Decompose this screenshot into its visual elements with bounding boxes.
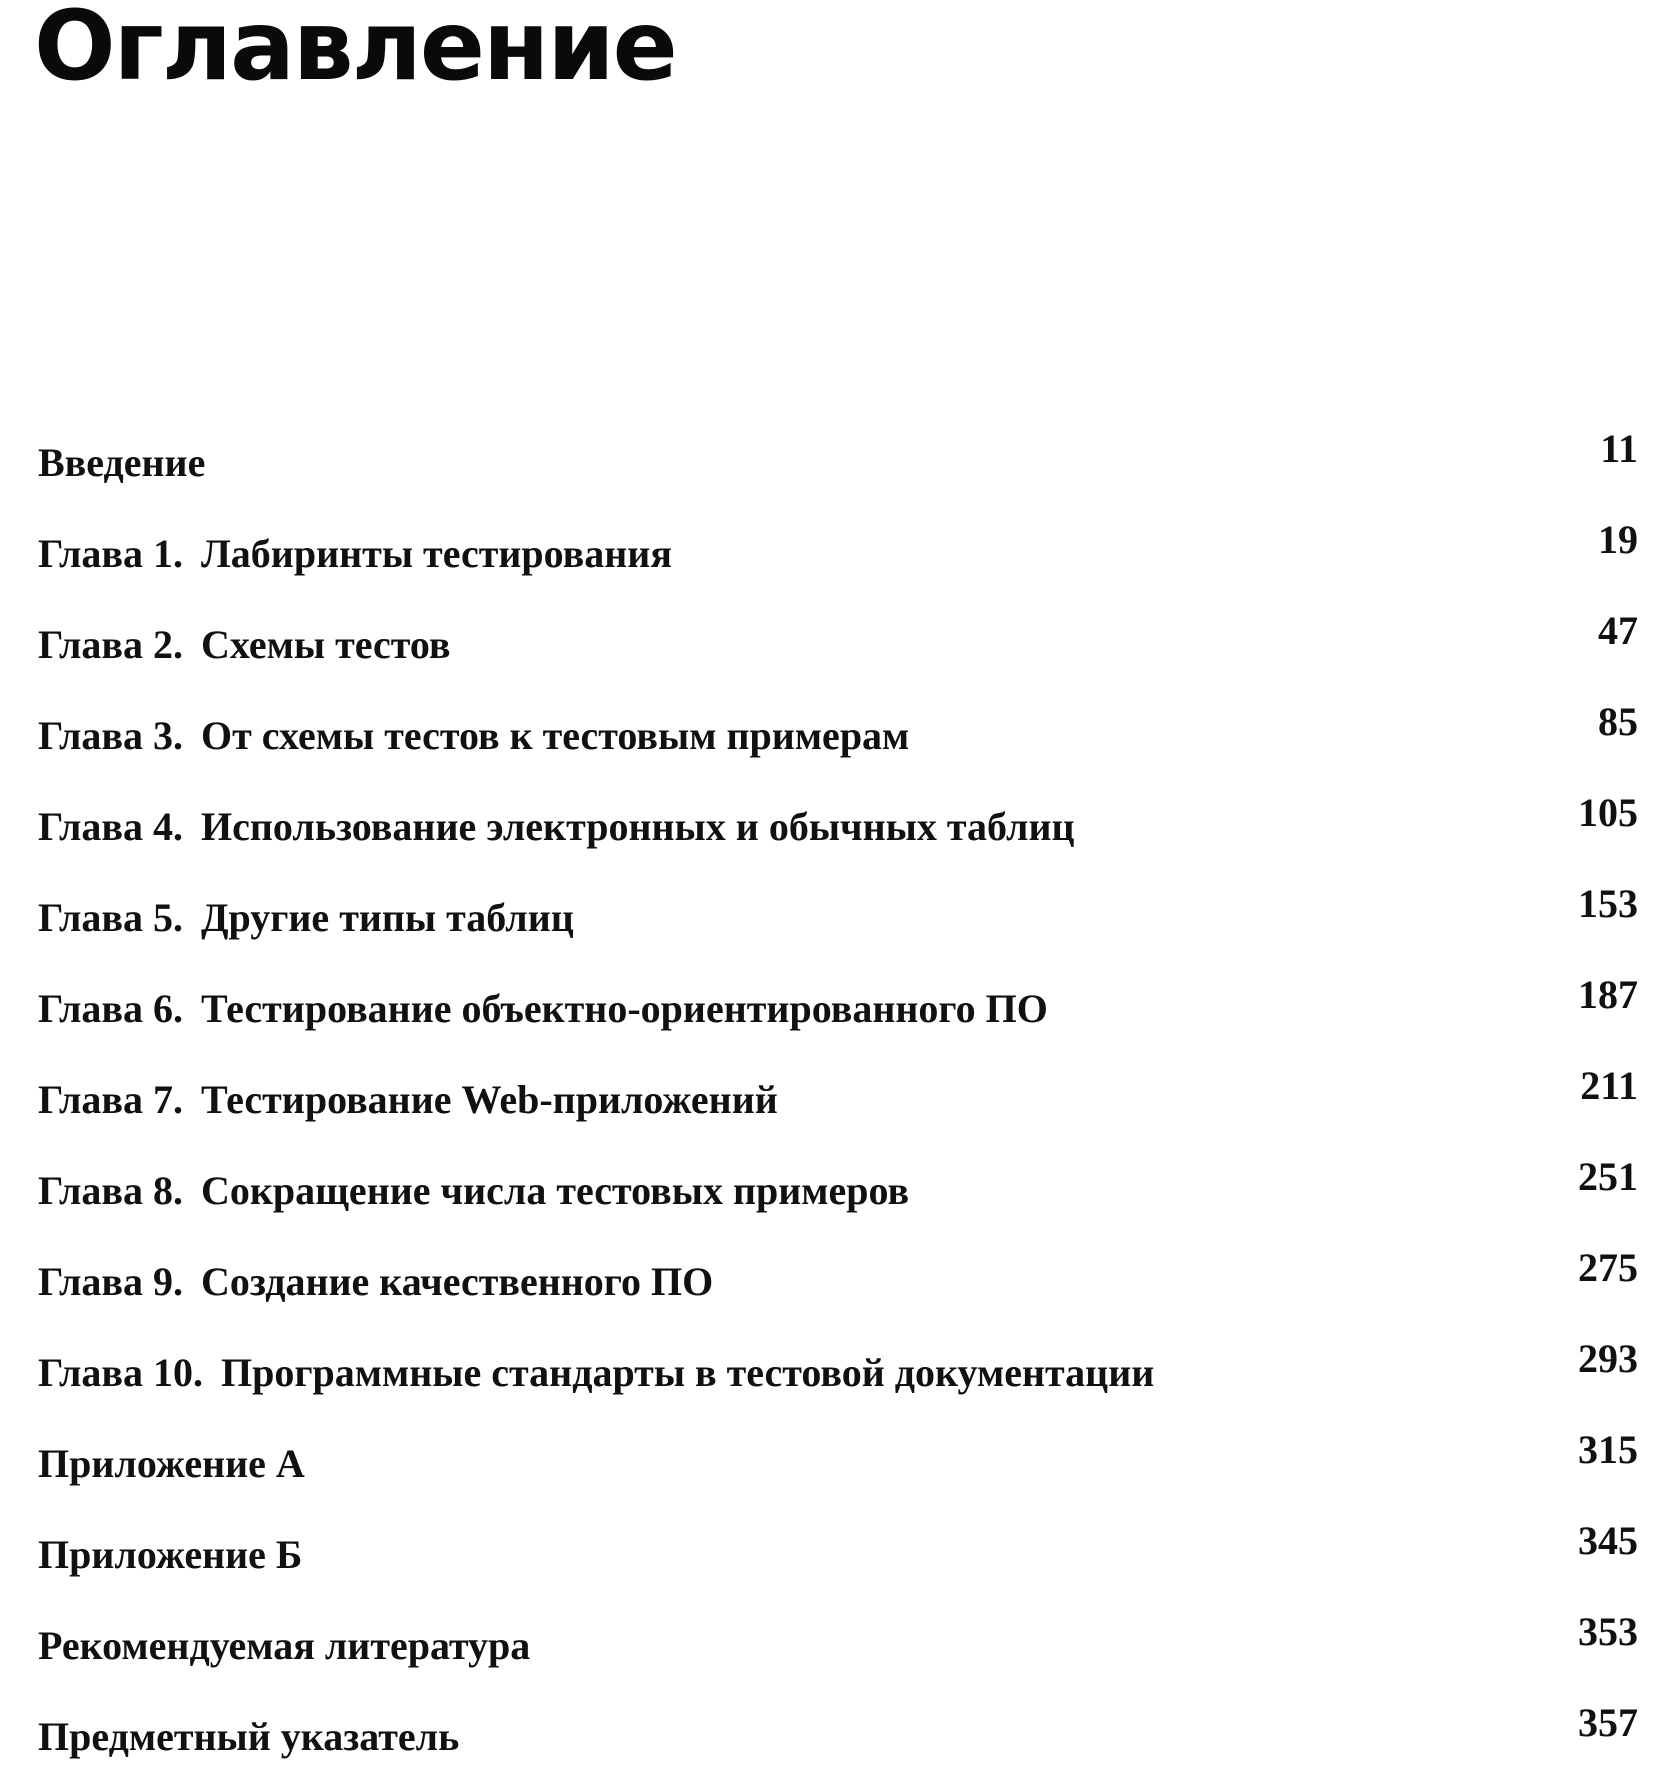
- toc-entry-page: 275: [1578, 1245, 1638, 1290]
- toc-entry-label: Глава 7.: [38, 1077, 183, 1122]
- toc-entry-text: [38, 622, 451, 667]
- toc-entry-page: 345: [1578, 1518, 1638, 1563]
- toc-entry-chapter-7[interactable]: [38, 1062, 1638, 1153]
- toc-entry-subject-index[interactable]: [38, 1699, 1638, 1790]
- toc-entry-page: 187: [1578, 972, 1638, 1017]
- toc-entry-title: Предметный указатель: [38, 1714, 460, 1759]
- toc-entry-label: Глава 6.: [38, 986, 183, 1031]
- toc-entry-page: 47: [1598, 608, 1638, 653]
- toc-entry-appendix-a[interactable]: [38, 1426, 1638, 1517]
- toc-entry-label: Глава 1.: [38, 531, 183, 576]
- toc-entry-page: 85: [1598, 699, 1638, 744]
- toc-entry-introduction[interactable]: [38, 425, 1638, 516]
- toc-entry-title: Приложение Б: [38, 1532, 303, 1577]
- table-of-contents: [38, 425, 1638, 1790]
- toc-entry-label: Глава 5.: [38, 895, 183, 940]
- toc-entry-text: [38, 1532, 303, 1577]
- toc-entry-title: Схемы тестов: [200, 622, 451, 667]
- toc-entry-chapter-8[interactable]: [38, 1153, 1638, 1244]
- toc-entry-chapter-6[interactable]: [38, 971, 1638, 1062]
- toc-entry-text: [38, 895, 574, 940]
- toc-entry-label: Глава 8.: [38, 1168, 183, 1213]
- toc-entry-page: 251: [1578, 1154, 1638, 1199]
- toc-entry-recommended-reading[interactable]: [38, 1608, 1638, 1699]
- toc-entry-chapter-3[interactable]: [38, 698, 1638, 789]
- toc-entry-label: Глава 2.: [38, 622, 183, 667]
- toc-entry-title: Программные стандарты в тестовой документации: [220, 1350, 1155, 1395]
- toc-entry-page: 293: [1578, 1336, 1638, 1381]
- toc-entry-page: 153: [1578, 881, 1638, 926]
- toc-entry-title: Создание качественного ПО: [200, 1259, 714, 1304]
- toc-entry-chapter-4[interactable]: [38, 789, 1638, 880]
- toc-entry-text: [38, 1441, 305, 1486]
- toc-entry-text: [38, 1168, 910, 1213]
- toc-entry-page: 105: [1578, 790, 1638, 835]
- toc-entry-text: [38, 1623, 531, 1668]
- toc-entry-appendix-b[interactable]: [38, 1517, 1638, 1608]
- toc-entry-title: Тестирование Web-приложений: [200, 1077, 778, 1122]
- toc-entry-label: Глава 9.: [38, 1259, 183, 1304]
- toc-entry-label: Глава 3.: [38, 713, 183, 758]
- toc-entry-chapter-5[interactable]: [38, 880, 1638, 971]
- toc-entry-page: 353: [1578, 1609, 1638, 1654]
- toc-entry-title: От схемы тестов к тестовым примерам: [200, 713, 910, 758]
- toc-entry-chapter-1[interactable]: [38, 516, 1638, 607]
- toc-entry-text: [38, 531, 672, 576]
- toc-entry-text: [38, 986, 1048, 1031]
- toc-entry-chapter-10[interactable]: [38, 1335, 1638, 1426]
- page-title: Оглавление: [34, 0, 676, 102]
- toc-entry-title: Лабиринты тестирования: [200, 531, 672, 576]
- toc-entry-title: Введение: [38, 440, 206, 485]
- toc-entry-title: Тестирование объектно-ориентированного ПО: [200, 986, 1048, 1031]
- toc-entry-chapter-9[interactable]: [38, 1244, 1638, 1335]
- toc-entry-page: 357: [1578, 1700, 1638, 1745]
- toc-entry-text: [38, 1350, 1155, 1395]
- toc-entry-label: Глава 4.: [38, 804, 183, 849]
- toc-entry-text: [38, 1077, 778, 1122]
- toc-entry-label: Глава 10.: [38, 1350, 203, 1395]
- toc-entry-page: 315: [1578, 1427, 1638, 1472]
- toc-entry-title: Сокращение числа тестовых примеров: [200, 1168, 910, 1213]
- toc-entry-text: [38, 713, 910, 758]
- toc-entry-text: [38, 1259, 714, 1304]
- toc-entry-text: [38, 804, 1075, 849]
- toc-entry-text: [38, 440, 206, 485]
- toc-entry-text: [38, 1714, 460, 1759]
- toc-entry-title: Использование электронных и обычных таблиц: [200, 804, 1075, 849]
- toc-entry-title: Рекомендуемая литература: [38, 1623, 531, 1668]
- toc-entry-page: 19: [1598, 517, 1638, 562]
- toc-entry-title: Приложение А: [38, 1441, 305, 1486]
- toc-entry-chapter-2[interactable]: [38, 607, 1638, 698]
- toc-entry-page: 211: [1580, 1063, 1638, 1108]
- toc-entry-title: Другие типы таблиц: [200, 895, 574, 940]
- toc-entry-page: 11: [1600, 426, 1638, 471]
